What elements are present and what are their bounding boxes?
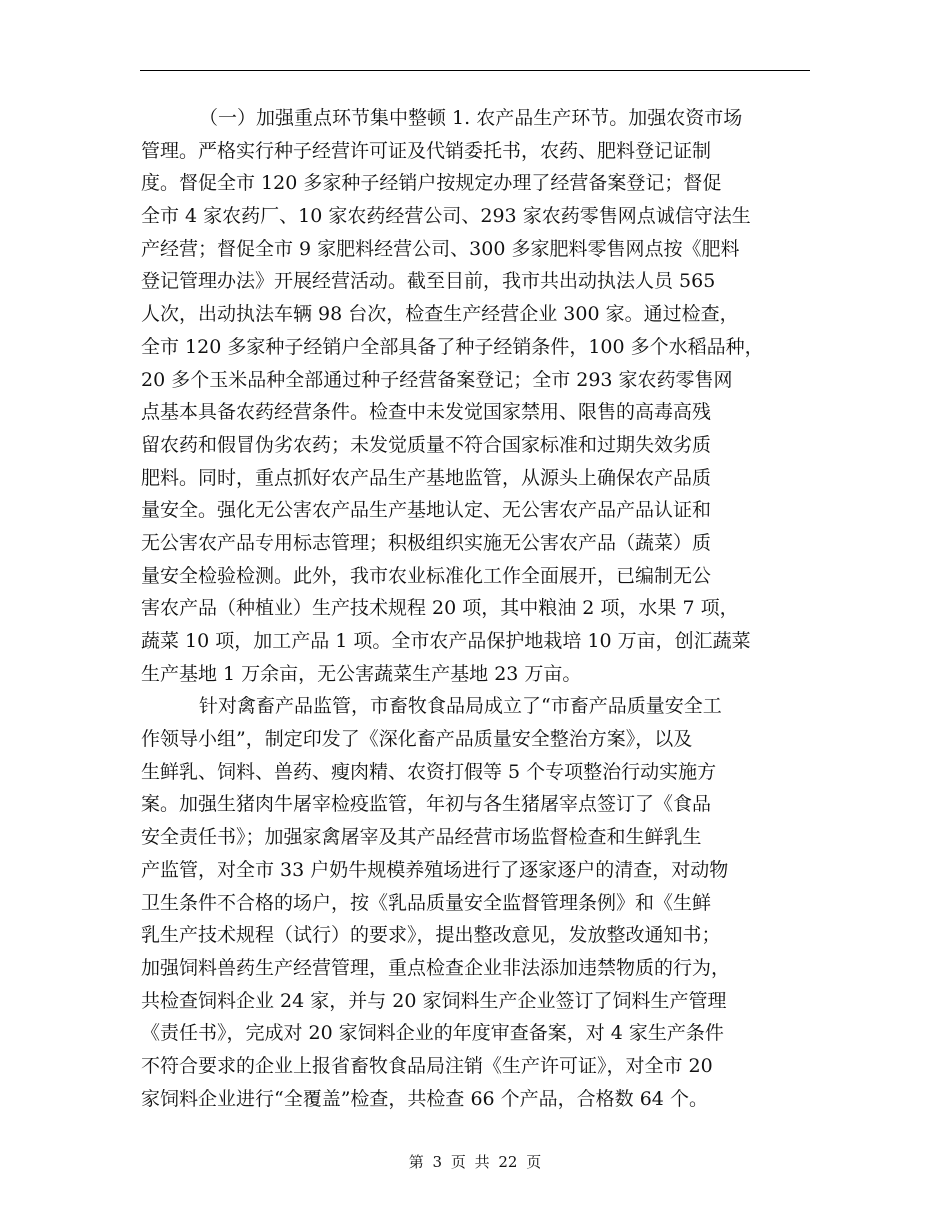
text-line: 害农产品（种植业）生产技术规程 20 项，其中粮油 2 项，水果 7 项， bbox=[141, 597, 739, 620]
text-line: 肥料。同时，重点抓好农产品生产基地监管，从源头上确保农产品质 bbox=[141, 466, 712, 489]
text-line: 生产基地 1 万余亩，无公害蔬菜生产基地 23 万亩。 bbox=[141, 662, 582, 685]
document-body bbox=[141, 102, 811, 1115]
text-line: 管理。严格实行种子经营许可证及代销委托书，农药、肥料登记证制 bbox=[141, 139, 712, 162]
text-line: 量安全。强化无公害农产品生产基地认定、无公害农产品产品认证和 bbox=[141, 499, 712, 522]
page-number-footer: 第 3 页 共 22 页 bbox=[408, 1153, 542, 1171]
text-line: （一）加强重点环节集中整顿 1. 农产品生产环节。加强农资市场 bbox=[199, 107, 743, 129]
text-line: 加强饲料兽药生产经营管理，重点检查企业非法添加违禁物质的行为， bbox=[141, 956, 731, 979]
text-line: 共检查饲料企业 24 家，并与 20 家饲料生产企业签订了饲料生产管理 bbox=[141, 989, 727, 1012]
paragraph-livestock-supervision bbox=[141, 690, 811, 1115]
text-line: 点基本具备农药经营条件。检查中未发觉国家禁用、限售的高毒高残 bbox=[141, 401, 712, 424]
paragraph-agricultural-production bbox=[141, 102, 811, 690]
text-line: 登记管理办法》开展经营活动。截至目前，我市共出动执法人员 565 bbox=[141, 270, 716, 293]
text-line: 量安全检验检测。此外，我市农业标准化工作全面展开，已编制无公 bbox=[141, 564, 712, 587]
text-line: 《责任书》，完成对 20 家饲料企业的年度审查备案，对 4 家生产条件 bbox=[141, 1022, 724, 1045]
text-line: 人次，出动执法车辆 98 台次，检查生产经营企业 300 家。通过检查， bbox=[141, 303, 739, 326]
text-line: 案。加强生猪肉牛屠宰检疫监管，年初与各生猪屠宰点签订了《食品 bbox=[141, 793, 712, 816]
text-line: 安全责任书》；加强家禽屠宰及其产品经营市场监督检查和生鲜乳生 bbox=[141, 826, 702, 849]
text-line: 家饲料企业进行“全覆盖”检查，共检查 66 个产品，合格数 64 个。 bbox=[141, 1087, 708, 1110]
text-line: 卫生条件不合格的场户，按《乳品质量安全监督管理条例》和《生鲜 bbox=[141, 891, 712, 914]
text-line: 生鲜乳、饲料、兽药、瘦肉精、农资打假等 5 个专项整治行动实施方 bbox=[141, 760, 717, 783]
text-line: 蔬菜 10 项，加工产品 1 项。全市农产品保护地栽培 10 万亩，创汇蔬菜 bbox=[141, 630, 751, 652]
text-line: 全市 4 家农药厂、10 家农药经营公司、293 家农药零售网点诚信守法生 bbox=[141, 205, 751, 228]
text-line: 留农药和假冒伪劣农药；未发觉质量不符合国家标准和过期失效劣质 bbox=[141, 433, 712, 456]
text-line: 无公害农产品专用标志管理；积极组织实施无公害农产品（蔬菜）质 bbox=[141, 531, 712, 554]
text-line: 针对禽畜产品监管，市畜牧食品局成立了“市畜产品质量安全工 bbox=[199, 695, 722, 718]
header-rule bbox=[140, 70, 810, 71]
text-line: 产经营；督促全市 9 家肥料经营公司、300 多家肥料零售网点按《肥料 bbox=[141, 237, 740, 260]
text-line: 作领导小组”，制定印发了《深化畜产品质量安全整治方案》，以及 bbox=[141, 728, 693, 751]
text-line: 乳生产技术规程（试行）的要求》，提出整改意见，发放整改通知书； bbox=[141, 924, 721, 947]
text-line: 度。督促全市 120 多家种子经销户按规定办理了经营备案登记；督促 bbox=[141, 172, 722, 195]
text-line: 20 多个玉米品种全部通过种子经营备案登记；全市 293 家农药零售网 bbox=[141, 368, 733, 391]
text-line: 全市 120 多家种子经销户全部具备了种子经销条件，100 多个水稻品种， bbox=[141, 335, 764, 358]
text-line: 产监管，对全市 33 户奶牛规模养殖场进行了逐家逐户的清查，对动物 bbox=[141, 858, 729, 881]
text-line: 不符合要求的企业上报省畜牧食品局注销《生产许可证》，对全市 20 bbox=[141, 1054, 713, 1077]
